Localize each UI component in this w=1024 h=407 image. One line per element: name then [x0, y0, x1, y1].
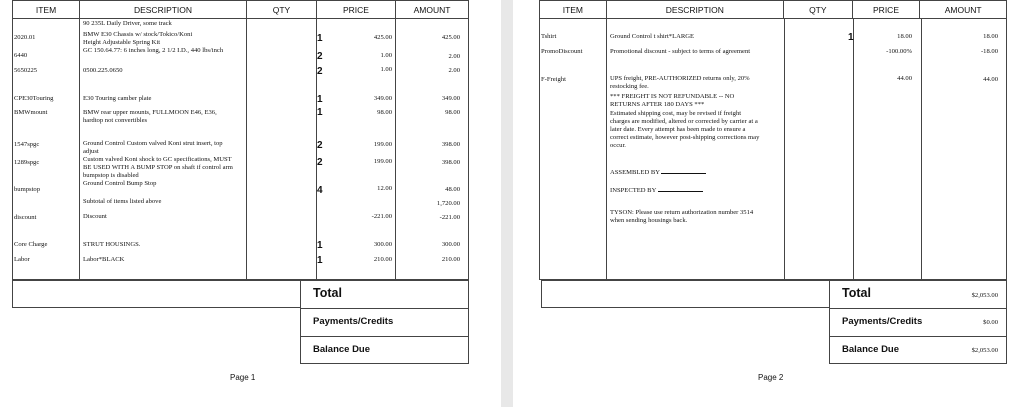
desc-line: RETURNS AFTER 180 DAYS *** — [610, 101, 705, 108]
amount-value: 48.00 — [445, 186, 460, 193]
item-code: 2020.01 — [14, 34, 36, 41]
desc-line: later date. Every attempt has been made to ensure a — [610, 126, 746, 133]
header-price: PRICE — [853, 1, 921, 18]
amount-value: 210.00 — [441, 256, 460, 263]
desc-line: ASSEMBLED BY — [610, 169, 660, 176]
amount-value: 2.00 — [448, 67, 460, 74]
table-header — [12, 0, 469, 19]
balance-value: $2,053.00 — [971, 347, 998, 354]
price-value: 199.00 — [373, 141, 392, 148]
header-qty: QTY — [247, 1, 317, 18]
desc-line: Promotional discount - subject to terms of agreement — [610, 48, 751, 55]
table-body — [539, 18, 1007, 280]
price-value: 98.00 — [377, 109, 392, 116]
balance-label: Balance Due — [842, 344, 900, 355]
amount-value: 398.00 — [441, 141, 460, 148]
desc-line: correct estimate, however post-shipping corrections may — [610, 134, 760, 141]
item-code: CPE30Touring — [14, 95, 54, 102]
price-value: 349.00 — [373, 95, 392, 102]
desc-line: BMW E30 Chassis w/ stock/Tokico/Koni — [83, 31, 193, 38]
amount-value: 425.00 — [441, 34, 460, 41]
desc-line: UPS freight, PRE-AUTHORIZED returns only, 20% — [610, 75, 750, 82]
header-item: ITEM — [540, 1, 607, 18]
total-label: Total — [842, 286, 871, 300]
assembled-by-line — [610, 167, 706, 177]
amount-value: 398.00 — [441, 159, 460, 166]
desc-line: STRUT HOUSINGS. — [83, 241, 141, 248]
price-value: 44.00 — [897, 75, 912, 82]
desc-line: charges are modified, altered or corrected by carrier at a — [610, 118, 758, 125]
qty-value: 1 — [317, 240, 323, 251]
desc-line: TYSON: Please use return authorization number 3514 — [610, 209, 754, 216]
desc-line: hardtop not convertibles — [83, 117, 148, 124]
desc-line: Discount — [83, 213, 107, 220]
desc-line: GC 150.64.77: 6 inches long, 2 1/2 I.D., 440 lbs/inch — [83, 47, 224, 54]
totals-box — [300, 280, 469, 364]
total-value: $2,053.00 — [971, 292, 998, 299]
item-code: BMWmount — [14, 109, 48, 116]
amount-value: 349.00 — [441, 95, 460, 102]
signature-blank — [658, 185, 703, 192]
signature-blank — [661, 167, 706, 174]
item-code: 1289spgc — [14, 159, 40, 166]
notes-box — [12, 280, 301, 308]
table-header — [539, 0, 1007, 19]
balance-label: Balance Due — [313, 344, 371, 355]
header-description: DESCRIPTION — [80, 1, 247, 18]
item-code: F-Freight — [541, 76, 566, 83]
item-code: 1547spgc — [14, 141, 40, 148]
header-item: ITEM — [13, 1, 80, 18]
desc-line: INSPECTED BY — [610, 187, 657, 194]
amount-value: 300.00 — [441, 241, 460, 248]
item-code: 5650225 — [14, 67, 38, 74]
amount-value: 18.00 — [983, 33, 998, 40]
amount-value: 44.00 — [983, 76, 998, 83]
desc-line: 0500.225.0650 — [83, 67, 123, 74]
price-value: 425.00 — [373, 34, 392, 41]
desc-line: Ground Control Custom valved Koni strut insert, top — [83, 140, 223, 147]
qty-value: 4 — [317, 185, 323, 196]
price-value: -221.00 — [371, 213, 392, 220]
desc-line: Estimated shipping cost, may be revised if freight — [610, 110, 742, 117]
payments-label: Payments/Credits — [842, 316, 923, 327]
qty-value: 2 — [317, 157, 323, 168]
item-code: Labor — [14, 256, 30, 263]
desc-line: BE USED WITH A BUMP STOP on shaft if control arm — [83, 164, 233, 171]
amount-value: -221.00 — [439, 214, 460, 221]
desc-line: Subtotal of items listed above — [83, 198, 162, 205]
qty-value: 1 — [317, 94, 323, 105]
desc-line: restocking fee. — [610, 83, 649, 90]
amount-value: 98.00 — [445, 109, 460, 116]
header-price: PRICE — [317, 1, 396, 18]
item-code: Core Charge — [14, 241, 48, 248]
qty-value: 2 — [317, 51, 323, 62]
price-value: 210.00 — [373, 256, 392, 263]
desc-line: when sending housings back. — [610, 217, 688, 224]
amount-value: -18.00 — [980, 48, 998, 55]
item-code: PromoDiscount — [541, 48, 583, 55]
desc-line: BMW rear upper mounts, FULLMOON E46, E36, — [83, 109, 217, 116]
price-value: 12.00 — [377, 185, 392, 192]
amount-value: 2.00 — [448, 53, 460, 60]
desc-line: bumpstop is disabled — [83, 172, 139, 179]
payments-label: Payments/Credits — [313, 316, 394, 327]
item-code: discount — [14, 214, 37, 221]
header-qty: QTY — [784, 1, 853, 18]
item-code: bumpstop — [14, 186, 41, 193]
table-body — [12, 18, 469, 280]
invoice-page-2 — [513, 0, 1024, 407]
inspected-by-line — [610, 185, 703, 195]
price-value: 199.00 — [373, 158, 392, 165]
price-value: 300.00 — [373, 241, 392, 248]
qty-value: 2 — [317, 66, 323, 77]
desc-line: adjust — [83, 148, 99, 155]
qty-value: 2 — [317, 140, 323, 151]
payments-value: $0.00 — [983, 319, 998, 326]
price-value: 1.00 — [380, 52, 392, 59]
desc-line: Height Adjustable Spring Kit — [83, 39, 161, 46]
qty-value: 1 — [317, 107, 323, 118]
price-value: 1.00 — [380, 66, 392, 73]
desc-line: occur. — [610, 142, 626, 149]
qty-value: 1 — [317, 255, 323, 266]
header-description: DESCRIPTION — [607, 1, 784, 18]
price-value: -100.00% — [886, 48, 912, 55]
page-number: Page 2 — [758, 373, 784, 382]
qty-value: 1 — [848, 32, 854, 43]
page-number: Page 1 — [230, 373, 256, 382]
item-code: Tshirt — [541, 33, 557, 40]
invoice-page-1 — [0, 0, 501, 407]
desc-line: Ground Control t shirt*LARGE — [610, 33, 695, 40]
header-amount: AMOUNT — [413, 5, 451, 15]
desc-line: 90 235L Daily Driver, some track — [83, 20, 172, 27]
item-code: 6440 — [14, 52, 28, 59]
desc-line: E30 Touring camber plate — [83, 95, 152, 102]
notes-box — [541, 280, 830, 308]
desc-line: *** FREIGHT IS NOT REFUNDABLE -- NO — [610, 93, 735, 100]
desc-line: Ground Control Bump Stop — [83, 180, 157, 187]
total-label: Total — [313, 286, 342, 300]
qty-value: 1 — [317, 33, 323, 44]
header-amount: AMOUNT — [944, 5, 982, 15]
desc-line: Labor*BLACK — [83, 256, 125, 263]
amount-value: 1,720.00 — [436, 200, 460, 207]
totals-box — [829, 280, 1007, 364]
price-value: 18.00 — [897, 33, 912, 40]
desc-line: Custom valved Koni shock to GC specifications, MUST — [83, 156, 232, 163]
